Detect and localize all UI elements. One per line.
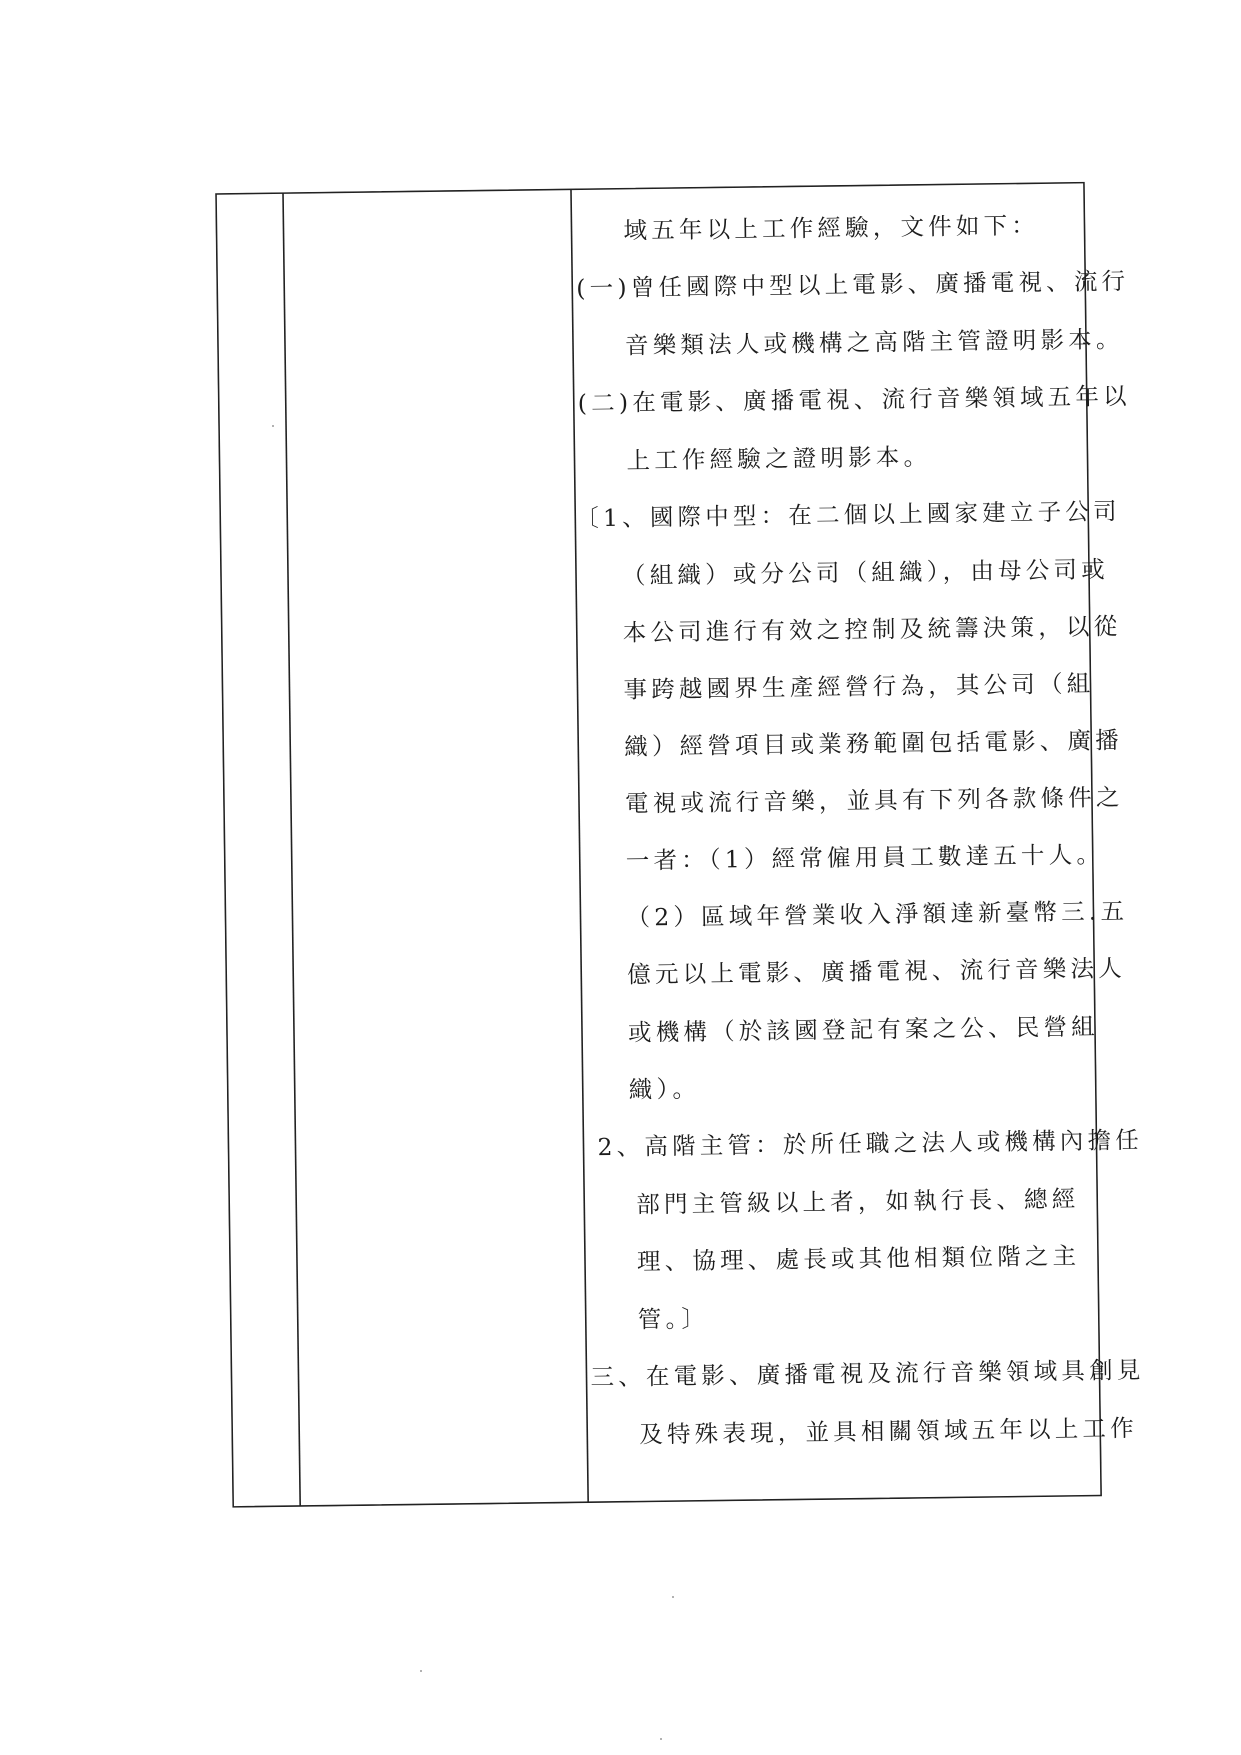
text-line: 及特殊表現，並具相關領域五年以上工作 — [639, 1414, 1139, 1449]
text-line: 億元以上電影、廣播電視、流行音樂法人 — [627, 954, 1127, 989]
scan-speck — [660, 1738, 662, 1740]
text-line: 本公司進行有效之控制及統籌決策，以從 — [622, 612, 1122, 647]
text-line: 三、在電影、廣播電視及流行音樂領域具創見 — [590, 1355, 1145, 1392]
text-line: 織）。 — [628, 1074, 701, 1104]
scan-speck — [272, 425, 274, 427]
table-cell-content — [571, 182, 1145, 1504]
text-line: 上工作經驗之證明影本。 — [626, 442, 932, 475]
scan-speck — [420, 1670, 422, 1672]
text-line: 2、高階主管：於所任職之法人或機構內擔任 — [597, 1125, 1144, 1162]
text-line: 理、協理、處長或其他相類位階之主 — [636, 1241, 1081, 1276]
scan-speck — [672, 1596, 674, 1598]
text-line: 〔1、國際中型：在二個以上國家建立子公司 — [575, 497, 1121, 533]
text-line: 事跨越國界生產經營行為，其公司（組 — [623, 669, 1095, 704]
text-line: (一)曾任國際中型以上電影、廣播電視、流行 — [576, 267, 1130, 303]
text-line: 域五年以上工作經驗，文件如下： — [623, 211, 1040, 245]
text-line: (二)在電影、廣播電視、流行音樂領域五年以 — [577, 382, 1131, 418]
text-line: 一者：（1）經常僱用員工數達五十人。 — [625, 840, 1105, 875]
text-line: 部門主管級以上者，如執行長、總經 — [636, 1184, 1080, 1219]
text-line: （2）區域年營業收入淨額達新臺幣三.五 — [626, 897, 1129, 932]
text-line: 音樂類法人或機構之高階主管證明影本。 — [624, 325, 1124, 360]
text-line: 電視或流行音樂，並具有下列各款條件之 — [624, 783, 1124, 818]
text-line: （組織）或分公司（組織），由母公司或 — [621, 555, 1110, 590]
document-table — [215, 182, 1145, 1508]
text-line: 織）經營項目或業務範圍包括電影、廣播 — [624, 726, 1124, 761]
text-line: 管。〕 — [637, 1304, 710, 1334]
text-line: 或機構（於該國登記有案之公、民營組 — [627, 1012, 1100, 1047]
